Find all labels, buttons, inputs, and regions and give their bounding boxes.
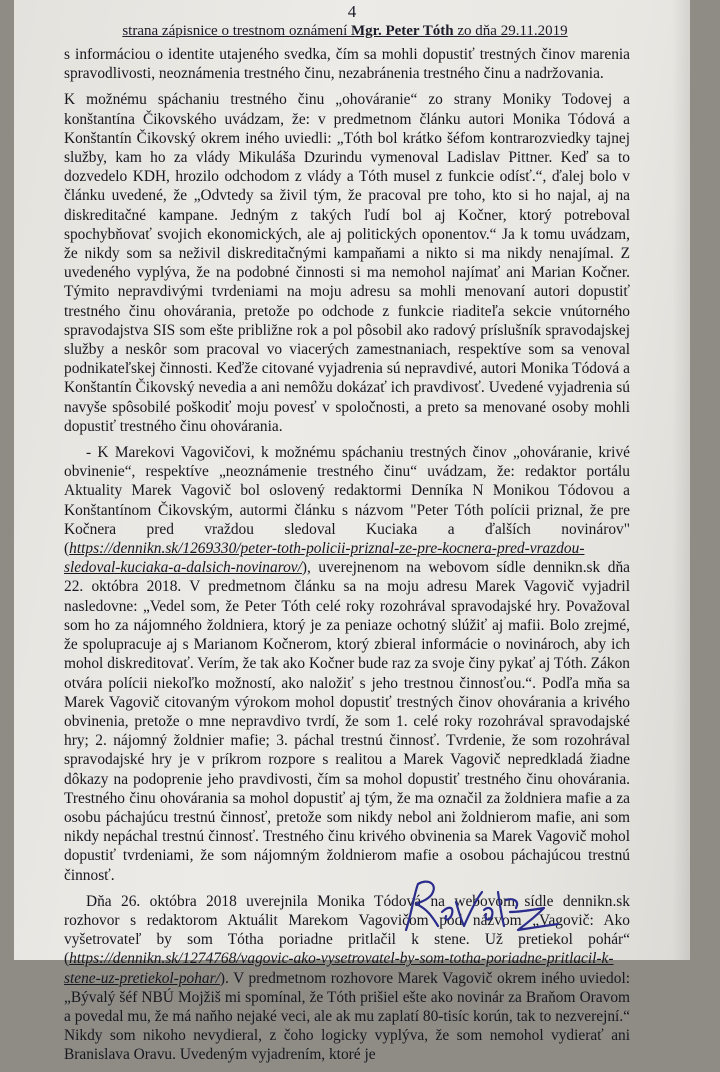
document-page [14,0,690,1064]
interview-lead: Dňa 26. októbra 2018 uverejnila Monika Tódová na webovom sídle dennikn.sk rozhovor s redaktorom Aktuálit Marekom Vagovičom pod názvom „Vagovič: Ako vyšetrovateľ by som Tótha poriadne pritlačil k stene. Už pretiekol pohár“ ( [64,892,630,968]
page-title [110,22,580,41]
page-number: 4 [347,2,357,21]
signature-icon [398,872,568,938]
page-edge-shadow [672,0,690,960]
title-prefix: strana zápisnice o trestnom oznámení [122,23,352,39]
article-link-2[interactable]: https://dennikn.sk/1274768/vagovic-ako-vysetrovatel-by-som-totha-poriadne-pritlacil-k-stene-uz-pretiekol-pohar/ [64,950,614,987]
paragraph-continuation: s informáciou o identite utajeného svedka, čím sa mohli dopustiť trestných činov marenia spravodlivosti, neoznámenia trestného činu, nezabránenia trestného činu a nadržovania. [64,46,630,83]
vagovic-lead: - K Marekovi Vagovičovi, k možnému spáchaniu trestných činov „ohováranie, krivé obvinenie“, respektíve „neoznámenie trestného činu“ uvádzam, že: redaktor portálu Aktuality Marek Vagovič bol oslovený redaktormi Denníka N Monikou Tódovou a Konštantínom Čikovským, autormi článku s názvom "Peter Tóth polícii priznal, že pre Kočnera pred vraždou sledoval Kuciaka a ďalších novinárov" ( [64,444,630,558]
paragraph-todova-cikovsky: K možnému spáchaniu trestného činu „ohováranie“ zo strany Moniky Todovej a konštantína Čikovského uvádzam, že: v predmetnom článku autori Monika Tódová a Konštantín Čikovský okrem iného uviedli: „Tóth bol krátko šéfom kontrarozviedky tajnej služby, kam ho za vlády Mikuláša Dzurindu vymenoval Ladislav Pittner. Keď sa to dozvedelo KDH, hrozilo odchodom z vlády a Tóth musel z funkcie odísť.“, ďalej bolo v článku uvedené, že „Odvtedy sa živil tým, že pracoval pre toho, kto si ho najal, aj na diskreditačné kampane. Jedným z takých ľudí bol aj Kočner, ktorý potreboval spochybňovať svojich ekonomických, ale aj politických oponentov.“ Ja k tomu uvádzam, že nikdy som sa neživil diskreditačnými kampaňami a nikto si ma nikdy nenajímal. Z uvedeného vyplýva, že na podobné činnosti si ma nemohol najímať ani Marian Kočner. Týmito nepravdivými tvrdeniami na moju adresu sa mohli menovaní autori dopustiť trestného činu ohovárania, pretože po odchode z funkcie riaditeľa sekcie vnútorného spravodajstva SIS som ešte približne rok a pol pôsobil ako radový príslušník spravodajskej služby a neskôr som pracoval vo viacerých zamestnaniach, respektíve som sa venoval podnikateľskej činnosti. Keďže citované vyjadrenia sú nepravdivé, autori Monika Tódová a Konštantín Čikovský nevedia a ani nemôžu dokázať ich pravdivosť. Uvedené vyjadrenia sú navyše spôsobilé poškodiť moju povesť v spoločnosti, a preto sa menované osoby mohli dopustiť trestného činu ohovárania. [64,91,630,435]
paragraph-vagovic [64,443,630,885]
title-suffix: zo dňa 29.11.2019 [453,23,568,39]
article-link-1[interactable]: https://dennikn.sk/1269330/peter-toth-policii-priznal-ze-pre-kocnera-pred-vrazdou-sledoval-kuciaka-a-dalsich-novinarov/ [64,540,585,577]
title-name: Mgr. Peter Tóth [351,23,454,39]
vagovic-rest: ), uverejnenom na webovom sídle dennikn.sk dňa 22. októbra 2018. V predmetnom článku sa na moju adresu Marek Vagovič vyjadril nasledovne: „Vedel som, že Peter Tóth celé roky rozohrával spravodajské hry. Považoval som ho za nájomného žoldniera, ktorý je za peniaze ochotný slúžiť aj mafii. Bolo zrejmé, že spolupracuje aj s Marianom Kočnerom, ktorý zbieral informácie o novinároch, aby ich mohol diskreditovať. Verím, že tak ako Kočner bude raz za svoje činy pykať aj Tóth. Zákon otvára polícii niekoľko možností, ako naložiť s jeho trestnou činnosťou.“. Podľa mňa sa Marek Vagovič citovaným výrokom mohol dopustiť trestných činov ohovárania a krivého obvinenia, pretože o mne nepravdivo tvrdí, že som 1. celé roky rozohrával spravodajské hry; 2. nájomný žoldnier mafie; 3. páchal trestnú činnosť. Tvrdenie, že som rozohrával spravodajské hry je v príkrom rozpore s realitou a Marek Vagovič nepredkladá žiadne dôkazy na podoprenie jeho pravdivosti, čím sa mohol dopustiť trestného činu ohovárania. Trestného činu ohovárania sa mohol dopustiť aj tým, že ma označil za žoldniera mafie a za osobu páchajúcu trestnú činnosť, pretože som nikdy nebol ani žoldnierom mafie, ani som nikdy nepáchal trestnú činnosť. Trestného činu krivého obvinenia sa Marek Vagovič mohol dopustiť tvrdeniami, že som nájomným žoldnierom mafie a osobou páchajúcou trestnú činnosť. [64,559,630,884]
interview-rest: ). V predmetnom rozhovore Marek Vagovič okrem iného uviedol: „Bývalý šéf NBÚ Mojžiš mi spomínal, že Tóth prišiel ešte ako novinár za Braňom Oravom a povedal mu, že má naňho nejaké veci, ale ak mu zaplatí 80-tisíc korún, tak to nezverejní.“ Nikdy som nikoho nevydieral, z čoho logicky vyplýva, že som nemohol vydierať ani Branislava Oravu. Uvedeným vyjadrením, ktoré je [64,969,630,1064]
